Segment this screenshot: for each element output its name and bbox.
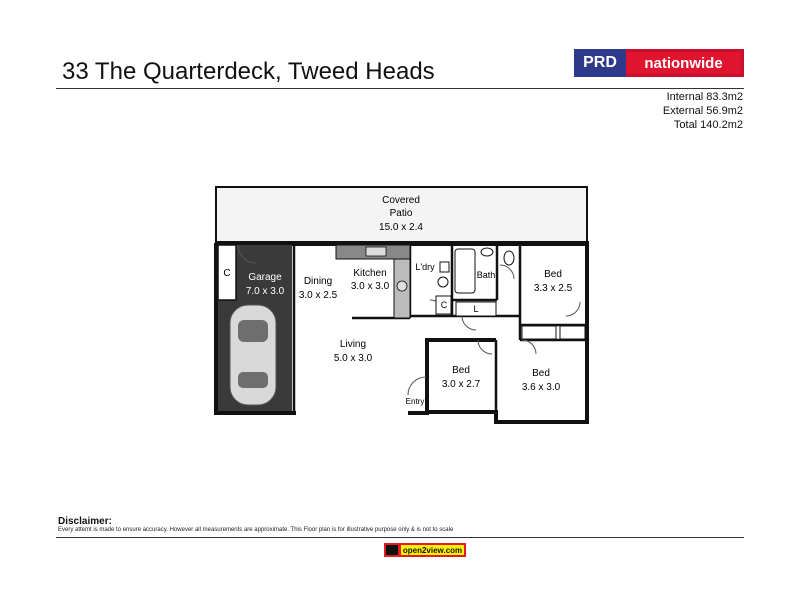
bed2-size: 3.0 x 2.7 (441, 379, 481, 390)
logo-nationwide-text: nationwide (626, 52, 741, 74)
laundry-closet-label: C (440, 300, 448, 310)
garage-closet-label: C (223, 268, 231, 279)
bath-label: Bath (476, 270, 496, 280)
kitchen-sink (366, 247, 386, 256)
open2view-logo (384, 543, 466, 557)
living-size: 5.0 x 3.0 (333, 353, 373, 364)
dining-label: Dining (303, 276, 333, 287)
area-external: External 56.9m2 (662, 105, 743, 117)
patio-size: 15.0 x 2.4 (379, 222, 423, 233)
living-label: Living (339, 339, 367, 350)
garage-size: 7.0 x 3.0 (245, 286, 285, 297)
dining-size: 3.0 x 2.5 (298, 290, 338, 301)
entry-label: Entry (405, 397, 425, 406)
kitchen-size: 3.0 x 3.0 (350, 281, 390, 292)
area-total: Total 140.2m2 (673, 119, 743, 131)
bathtub (455, 249, 475, 293)
bed3-size: 3.6 x 3.0 (521, 382, 561, 393)
page-title: 33 The Quarterdeck, Tweed Heads (62, 58, 435, 85)
laundry-label: L'dry (415, 262, 435, 272)
open2view-text: open2view.com (402, 545, 463, 555)
open2view-badge-icon (386, 545, 398, 555)
bath-basin (481, 248, 493, 256)
car-graphic (230, 305, 276, 405)
bed1-size: 3.3 x 2.5 (533, 283, 573, 294)
area-internal: Internal 83.3m2 (666, 91, 743, 103)
cooktop (397, 281, 407, 291)
footer-divider (56, 537, 744, 538)
laundry-tub (438, 277, 448, 287)
laundry-basin (440, 262, 449, 272)
bed1-label: Bed (544, 269, 562, 280)
disclaimer-title: Disclaimer: (58, 516, 112, 527)
logo-prd-text: PRD (574, 49, 626, 77)
patio-label-line2: Patio (389, 208, 413, 219)
bed2-label: Bed (452, 365, 470, 376)
disclaimer-text: Every attemt is made to ensure accuracy. However all measurements are approximate. This Floor plan is for illustrative purpose only & is not to scale (58, 527, 454, 533)
kitchen-label: Kitchen (353, 268, 387, 279)
linen-closet-label: L (473, 304, 479, 314)
wardrobes (522, 326, 585, 339)
bed3-label: Bed (532, 368, 550, 379)
patio-label-line1: Covered (382, 195, 420, 206)
toilet (504, 251, 514, 265)
garage-label: Garage (248, 272, 282, 283)
